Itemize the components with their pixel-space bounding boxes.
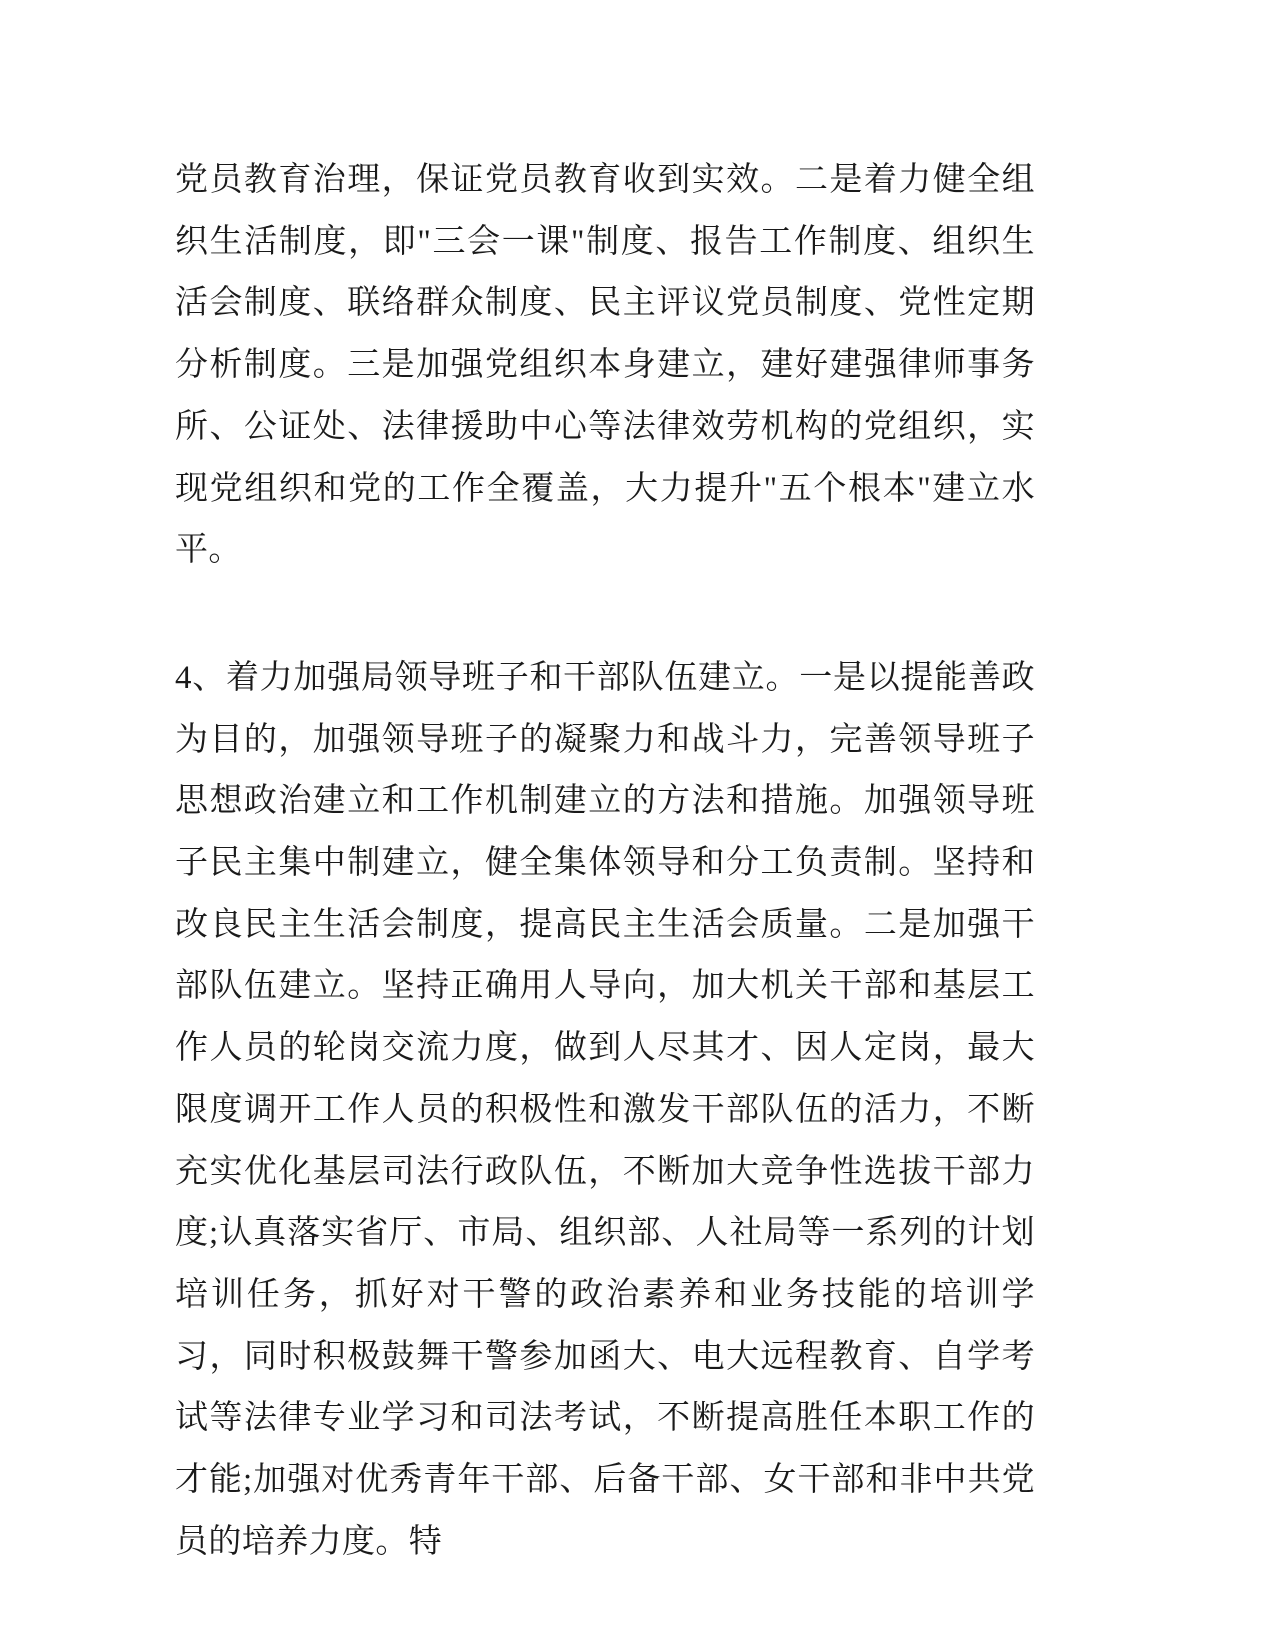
document-body — [175, 150, 1035, 1573]
paragraph-2: 4、着力加强局领导班子和干部队伍建立。一是以提能善政为目的，加强领导班子的凝聚力和战斗力，完善领导班子思想政治建立和工作机制建立的方法和措施。加强领导班子民主集中制建立，健全集体领导和分工负责制。坚持和改良民主生活会制度，提高民主生活会质量。二是加强干部队伍建立。坚持正确用人导向，加大机关干部和基层工作人员的轮岗交流力度，做到人尽其才、因人定岗，最大限度调开工作人员的积极性和激发干部队伍的活力，不断充实优化基层司法行政队伍，不断加大竞争性选拔干部力度;认真落实省厅、市局、组织部、人社局等一系列的计划培训任务，抓好对干警的政治素养和业务技能的培训学习，同时积极鼓舞干警参加函大、电大远程教育、自学考试等法律专业学习和司法考试，不断提高胜任本职工作的才能;加强对优秀青年干部、后备干部、女干部和非中共党员的培养力度。特 — [175, 659, 1035, 1560]
paragraph-1: 党员教育治理，保证党员教育收到实效。二是着力健全组织生活制度，即"三会一课"制度、报告工作制度、组织生活会制度、联络群众制度、民主评议党员制度、党性定期分析制度。三是加强党组织本身建立，建好建强律师事务所、公证处、法律援助中心等法律效劳机构的党组织，实现党组织和党的工作全覆盖，大力提升"五个根本"建立水平。 — [175, 162, 1035, 569]
